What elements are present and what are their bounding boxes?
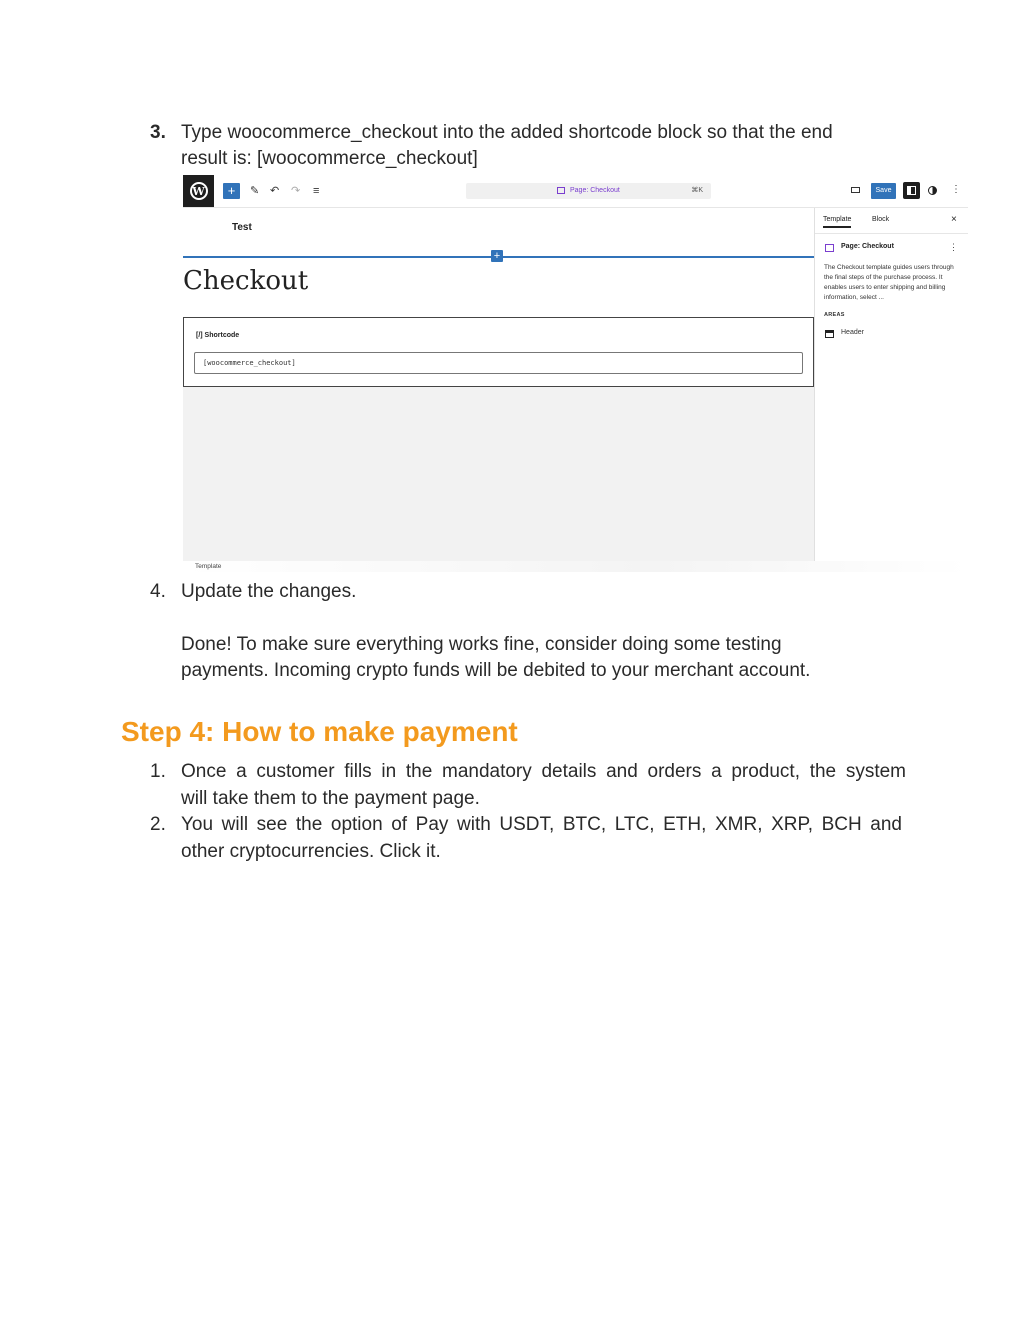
more-options-icon[interactable]: ⋮ <box>951 184 961 195</box>
payment-step-number: 1. <box>150 761 166 782</box>
tab-block[interactable]: Block <box>872 216 890 223</box>
template-description: The Checkout template guides users through the final steps of the purchase process. It enables users to enter shipping and billing information, select ... <box>824 264 954 301</box>
payment-step-line: You will see the option of Pay with USDT, BTC, LTC, ETH, XMR, XRP, BCH and <box>181 814 902 835</box>
step-3-line-1: Type woocommerce_checkout into the added shortcode block so that the end <box>181 122 833 143</box>
shortcode-block-label: [/] Shortcode <box>196 332 240 339</box>
sidebar-more-icon[interactable]: ⋮ <box>949 242 958 252</box>
pen-icon[interactable]: ✎ <box>250 185 260 197</box>
editor-toolbar <box>183 175 968 208</box>
done-line-2: payments. Incoming crypto funds will be debited to your merchant account. <box>181 660 811 681</box>
editor-canvas <box>183 208 814 561</box>
payment-step-line: will take them to the payment page. <box>181 788 480 809</box>
command-label: Page: Checkout <box>570 187 620 194</box>
template-icon <box>825 244 834 252</box>
template-icon <box>557 187 565 194</box>
shortcode-block[interactable] <box>183 317 814 387</box>
done-line-1: Done! To make sure everything works fine, consider doing some testing <box>181 634 782 655</box>
settings-sidebar <box>814 208 968 561</box>
tab-template[interactable]: Template <box>823 216 851 228</box>
save-button[interactable]: Save <box>871 183 896 199</box>
shortcode-input[interactable] <box>194 352 803 374</box>
sidebar-template-title: Page: Checkout <box>841 243 894 250</box>
command-palette[interactable] <box>466 183 711 199</box>
list-view-icon[interactable]: ≡ <box>313 185 320 197</box>
undo-icon[interactable]: ↶ <box>270 185 280 197</box>
step-4-number: 4. <box>150 581 166 602</box>
sidebar-divider <box>815 233 968 234</box>
redo-icon[interactable]: ↷ <box>291 185 301 197</box>
close-icon[interactable]: × <box>951 214 957 225</box>
areas-heading: AREAS <box>824 312 845 318</box>
section-heading: Step 4: How to make payment <box>121 716 518 747</box>
step-4-text: Update the changes. <box>181 581 357 602</box>
area-header-item[interactable]: Header <box>841 329 864 336</box>
settings-icon[interactable] <box>903 182 920 199</box>
page-heading[interactable]: Checkout <box>183 266 309 296</box>
payment-step-number: 2. <box>150 814 166 835</box>
add-block-button[interactable]: + <box>223 183 240 199</box>
device-preview-icon[interactable] <box>851 187 860 193</box>
step-3-number: 3. <box>150 122 166 143</box>
breadcrumb[interactable]: Template <box>195 563 222 570</box>
command-shortcut: ⌘K <box>691 187 703 194</box>
shortcode-value: [woocommerce_checkout] <box>203 359 296 367</box>
payment-step-line: other cryptocurrencies. Click it. <box>181 841 441 862</box>
editor-screenshot <box>183 175 968 572</box>
payment-step-line: Once a customer fills in the mandatory details and orders a product, the system <box>181 761 906 782</box>
site-title[interactable]: Test <box>232 222 252 233</box>
step-3-line-2: result is: [woocommerce_checkout] <box>181 148 478 169</box>
block-inserter-button[interactable]: + <box>491 250 503 262</box>
header-area-icon <box>825 330 834 338</box>
styles-icon[interactable] <box>928 186 937 195</box>
editor-footer <box>183 561 968 572</box>
wordpress-logo-icon[interactable]: W <box>183 175 214 207</box>
